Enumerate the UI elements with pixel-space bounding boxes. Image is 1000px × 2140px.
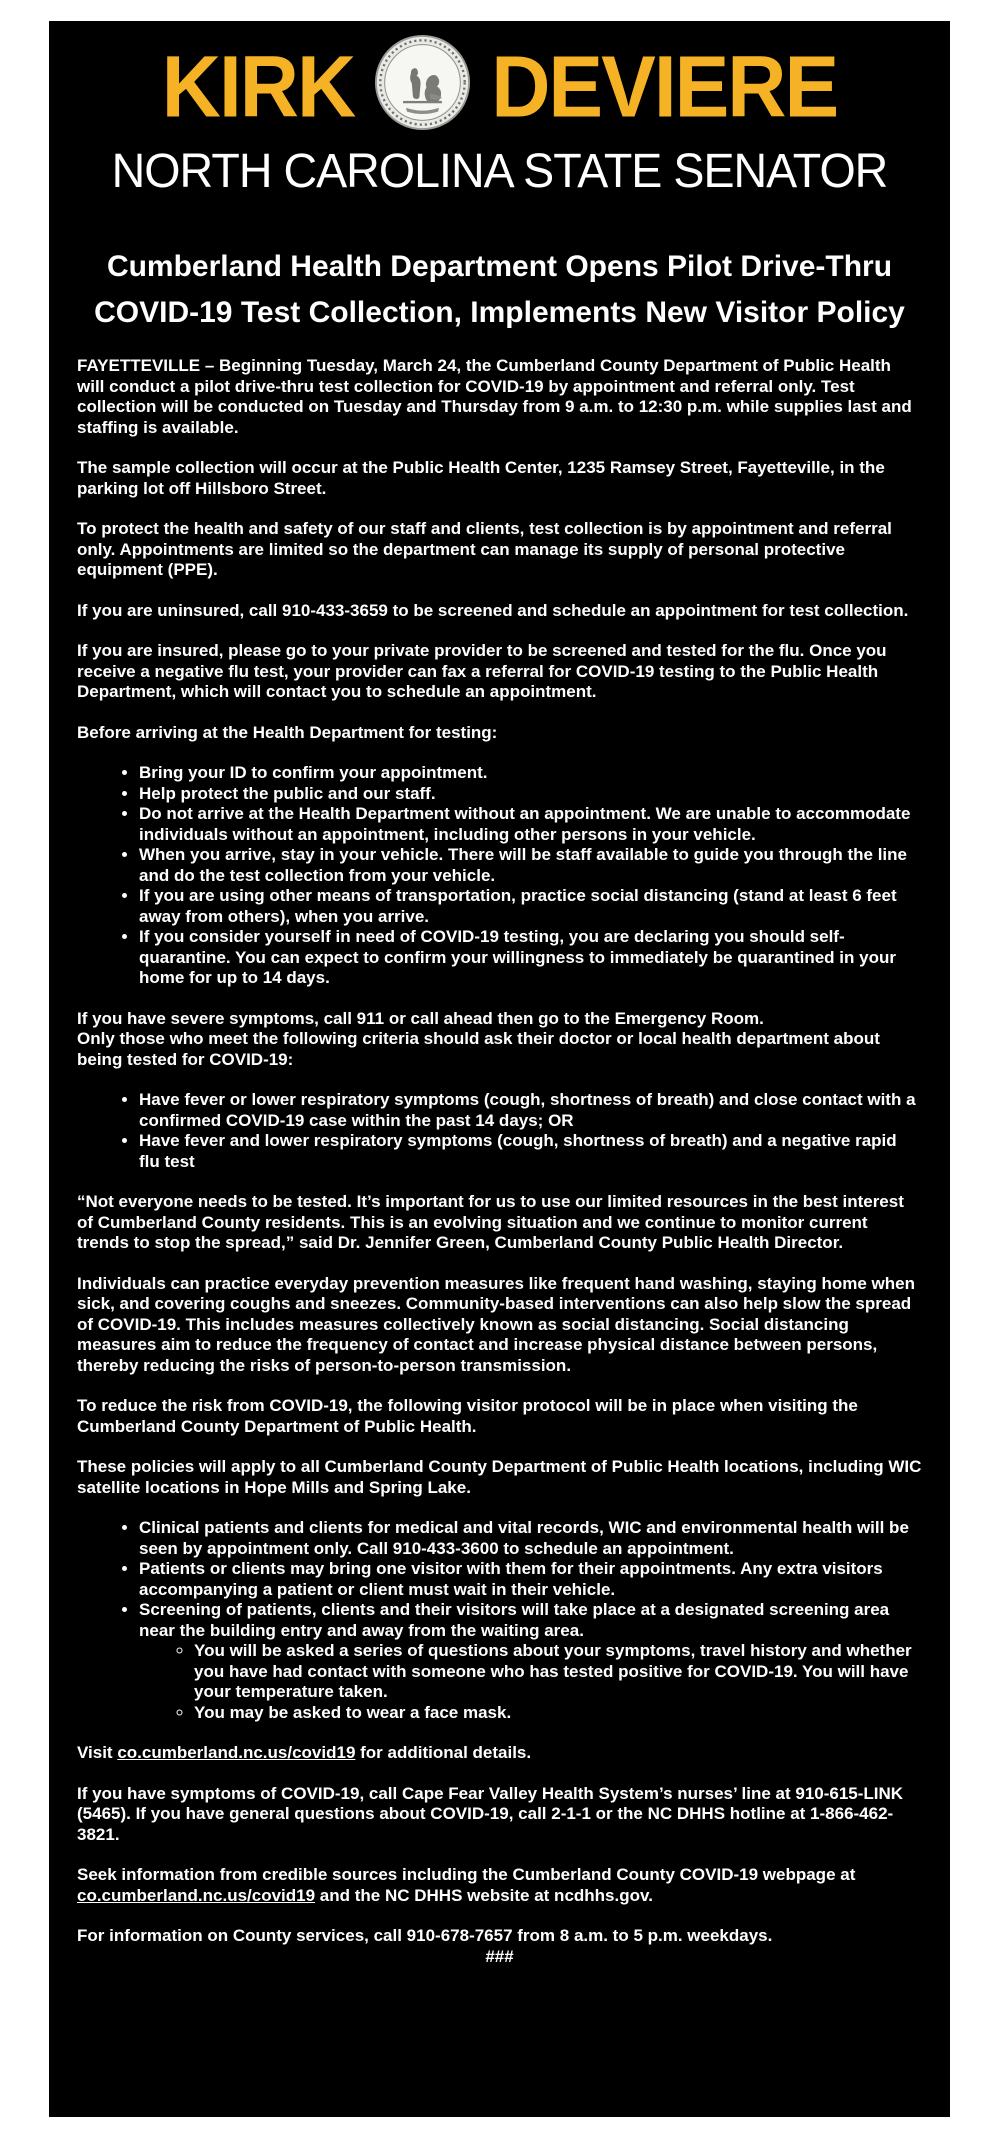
list-item: • Clinical patients and clients for medical and vital records, WIC and environmental health will be seen by appointment only. Call 910-433-3600 to schedule an appointment. bbox=[139, 1518, 922, 1559]
list-item: • Do not arrive at the Health Department without an appointment. We are unable to accommodate individuals without an appointment, including other persons in your vehicle. bbox=[139, 804, 922, 845]
county-services-paragraph: For information on County services, call 910-678-7657 from 8 a.m. to 5 p.m. weekdays. bbox=[77, 1926, 773, 1946]
headline-line1: Cumberland Health Department Opens Pilot Drive-Thru bbox=[106, 250, 893, 283]
list-item: ◦ You may be asked to wear a face mask. bbox=[194, 1703, 922, 1724]
covid19-webpage-link[interactable]: co.cumberland.nc.us/covid19 bbox=[77, 1885, 316, 1905]
list-item: • Have fever or lower respiratory symptoms (cough, shortness of breath) and close contact with a confirmed COVID-19 case within the past 14 days; OR bbox=[139, 1090, 922, 1131]
nurses-line-paragraph: If you have symptoms of COVID-19, call Cape Fear Valley Health System’s nurses’ line at 910-615-LINK (5465). If you have general questions about COVID-19, call 2-1-1 or the NC DHHS hotline at 1-866-462-3821. bbox=[77, 1783, 904, 1844]
list-item: • If you are using other means of transportation, practice social distancing (stand at least 6 feet away from others), when you arrive. bbox=[139, 886, 922, 927]
list-item: • Have fever and lower respiratory symptoms (cough, shortness of breath) and a negative rapid flu test bbox=[139, 1131, 922, 1172]
protect-paragraph: To protect the health and safety of our staff and clients, test collection is by appointment and referral only. Appointments are limited so the department can manage its supply of personal protective equipment (PPE). bbox=[77, 519, 892, 580]
prevention-paragraph: Individuals can practice everyday prevention measures like frequent hand washing, staying home when sick, and covering coughs and sneezes. Community-based interventions can also help slow the spread of COVID-19. This includes measures collectively known as social distancing. Social distancing measures aim to reduce the frequency of contact and increase physical distance between persons, thereby reducing the risks of person-to-person transmission. bbox=[77, 1273, 915, 1375]
severe-symptoms-line2: Only those who meet the following criteria should ask their doctor or local health department about being tested for COVID-19: bbox=[77, 1029, 880, 1069]
article-headline bbox=[77, 244, 922, 336]
before-arriving-list bbox=[77, 763, 922, 989]
seek-suffix: and the NC DHHS website at ncdhhs.gov. bbox=[315, 1885, 653, 1905]
headline-line2: COVID-19 Test Collection, Implements New Visitor Policy bbox=[94, 296, 905, 329]
end-mark: ### bbox=[485, 1946, 514, 1966]
visitor-policy-list bbox=[77, 1518, 922, 1723]
covid19-webpage-link[interactable]: co.cumberland.nc.us/covid19 bbox=[117, 1743, 356, 1763]
uninsured-paragraph: If you are uninsured, call 910-433-3659 to be screened and schedule an appointment for test collection. bbox=[77, 600, 909, 620]
testing-criteria-list bbox=[77, 1090, 922, 1172]
senator-subtitle: NORTH CAROLINA STATE SENATOR bbox=[111, 145, 888, 198]
before-arriving-heading: Before arriving at the Health Department for testing: bbox=[77, 722, 498, 742]
severe-symptoms-paragraph bbox=[77, 1009, 922, 1071]
list-item: • Help protect the public and our staff. bbox=[139, 784, 922, 805]
severe-symptoms-line1: If you have severe symptoms, call 911 or call ahead then go to the Emergency Room. bbox=[77, 1008, 764, 1028]
list-item: ◦ You will be asked a series of questions about your symptoms, travel history and whether you have had contact with someone who has tested positive for COVID-19. You will have your temperature taken. bbox=[194, 1641, 922, 1703]
insured-paragraph: If you are insured, please go to your private provider to be screened and tested for the flu. Once you receive a negative flu test, your provider can fax a referral for COVID-19 testing to the Public Health Department, which will contact you to schedule an appointment. bbox=[77, 641, 887, 702]
seek-prefix: Seek information from credible sources including the Cumberland County COVID-19 webpage at bbox=[77, 1865, 856, 1885]
intro-paragraph: FAYETTEVILLE – Beginning Tuesday, March 24, the Cumberland County Department of Public Health will conduct a pilot drive-thru test collection for COVID-19 by appointment and referral only. Test collection will be conducted on Tuesday and Thursday from 9 a.m. to 12:30 p.m. while supplies last and staffing is available. bbox=[77, 356, 912, 437]
senator-first-name: KIRK bbox=[161, 39, 355, 136]
list-item: • Patients or clients may bring one visitor with them for their appointments. Any extra visitors accompanying a patient or client must wait in their vehicle. bbox=[139, 1559, 922, 1600]
location-paragraph: The sample collection will occur at the Public Health Center, 1235 Ramsey Street, Fayetteville, in the parking lot off Hillsboro Street. bbox=[77, 458, 885, 498]
reduce-risk-paragraph: To reduce the risk from COVID-19, the following visitor protocol will be in place when visiting the Cumberland County Department of Public Health. bbox=[77, 1396, 858, 1436]
article-text bbox=[77, 356, 922, 1967]
visit-suffix: for additional details. bbox=[355, 1743, 532, 1763]
north-carolina-state-seal-icon bbox=[374, 34, 471, 131]
policies-paragraph: These policies will apply to all Cumberland County Department of Public Health locations, including WIC satellite locations in Hope Mills and Spring Lake. bbox=[77, 1457, 922, 1497]
list-item bbox=[139, 1600, 922, 1723]
senator-logo bbox=[77, 35, 922, 141]
visit-paragraph bbox=[77, 1743, 922, 1764]
senator-masthead bbox=[77, 35, 922, 196]
screening-item-text: Screening of patients, clients and their visitors will take place at a designated screening area near the building entry and away from the waiting area. bbox=[139, 1600, 890, 1640]
seek-info-paragraph bbox=[77, 1865, 922, 1906]
screening-sublist bbox=[139, 1641, 922, 1723]
visit-prefix: Visit bbox=[77, 1743, 118, 1763]
senator-last-name: DEVIERE bbox=[491, 39, 838, 136]
director-quote-paragraph: “Not everyone needs to be tested. It’s important for us to use our limited resources in the best interest of Cumberland County residents. This is an evolving situation and we continue to monitor current trends to stop the spread,” said Dr. Jennifer Green, Cumberland County Public Health Director. bbox=[77, 1192, 904, 1253]
press-release-body bbox=[49, 21, 950, 2117]
list-item: • When you arrive, stay in your vehicle. There will be staff available to guide you through the line and do the test collection from your vehicle. bbox=[139, 845, 922, 886]
list-item: • Bring your ID to confirm your appointment. bbox=[139, 763, 922, 784]
list-item: • If you consider yourself in need of COVID-19 testing, you are declaring you should self-quarantine. You can expect to confirm your willingness to immediately be quarantined in your home for up to 14 days. bbox=[139, 927, 922, 989]
